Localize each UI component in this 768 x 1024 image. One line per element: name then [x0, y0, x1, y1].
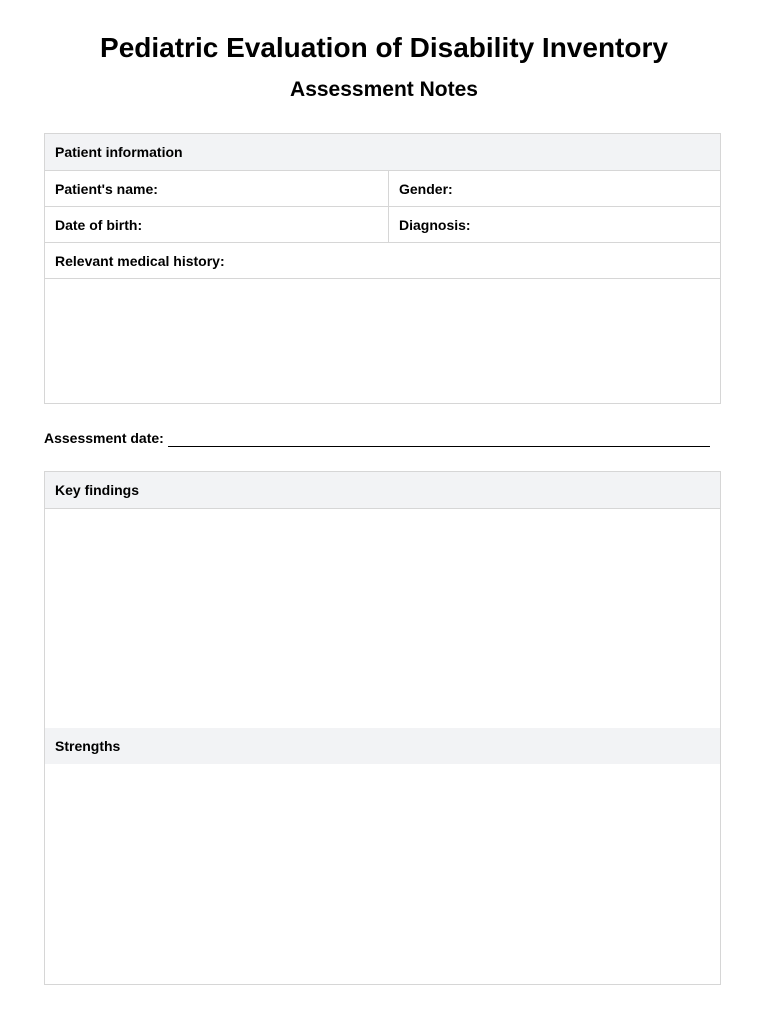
patient-info-header-row — [45, 134, 720, 171]
gender-label: Gender: — [399, 180, 453, 197]
patient-name-field[interactable] — [45, 171, 389, 206]
patient-info-table — [44, 133, 721, 404]
key-findings-header — [45, 472, 720, 509]
medical-history-field[interactable] — [45, 279, 720, 403]
assessment-date-field[interactable] — [168, 433, 710, 447]
diagnosis-field[interactable] — [389, 207, 720, 242]
diagnosis-label: Diagnosis: — [399, 216, 471, 233]
gender-field[interactable] — [389, 171, 720, 206]
document-subtitle: Assessment Notes — [290, 78, 478, 101]
date-of-birth-field[interactable] — [45, 207, 389, 242]
strengths-label: Strengths — [55, 738, 121, 754]
dob-diagnosis-row — [45, 207, 720, 243]
medical-history-row — [45, 243, 720, 279]
date-of-birth-label: Date of birth: — [55, 216, 143, 233]
assessment-date-row — [44, 429, 710, 447]
patient-info-header: Patient information — [55, 144, 183, 160]
key-findings-label: Key findings — [55, 482, 140, 498]
document-title: Pediatric Evaluation of Disability Inventory — [100, 32, 668, 63]
findings-table — [44, 471, 721, 985]
assessment-date-label: Assessment date: — [44, 430, 164, 446]
patient-name-label: Patient's name: — [55, 180, 158, 197]
key-findings-field[interactable] — [45, 509, 720, 728]
strengths-header — [45, 728, 720, 764]
patient-name-gender-row — [45, 171, 720, 207]
medical-history-label: Relevant medical history: — [55, 252, 225, 269]
strengths-field[interactable] — [45, 764, 720, 984]
